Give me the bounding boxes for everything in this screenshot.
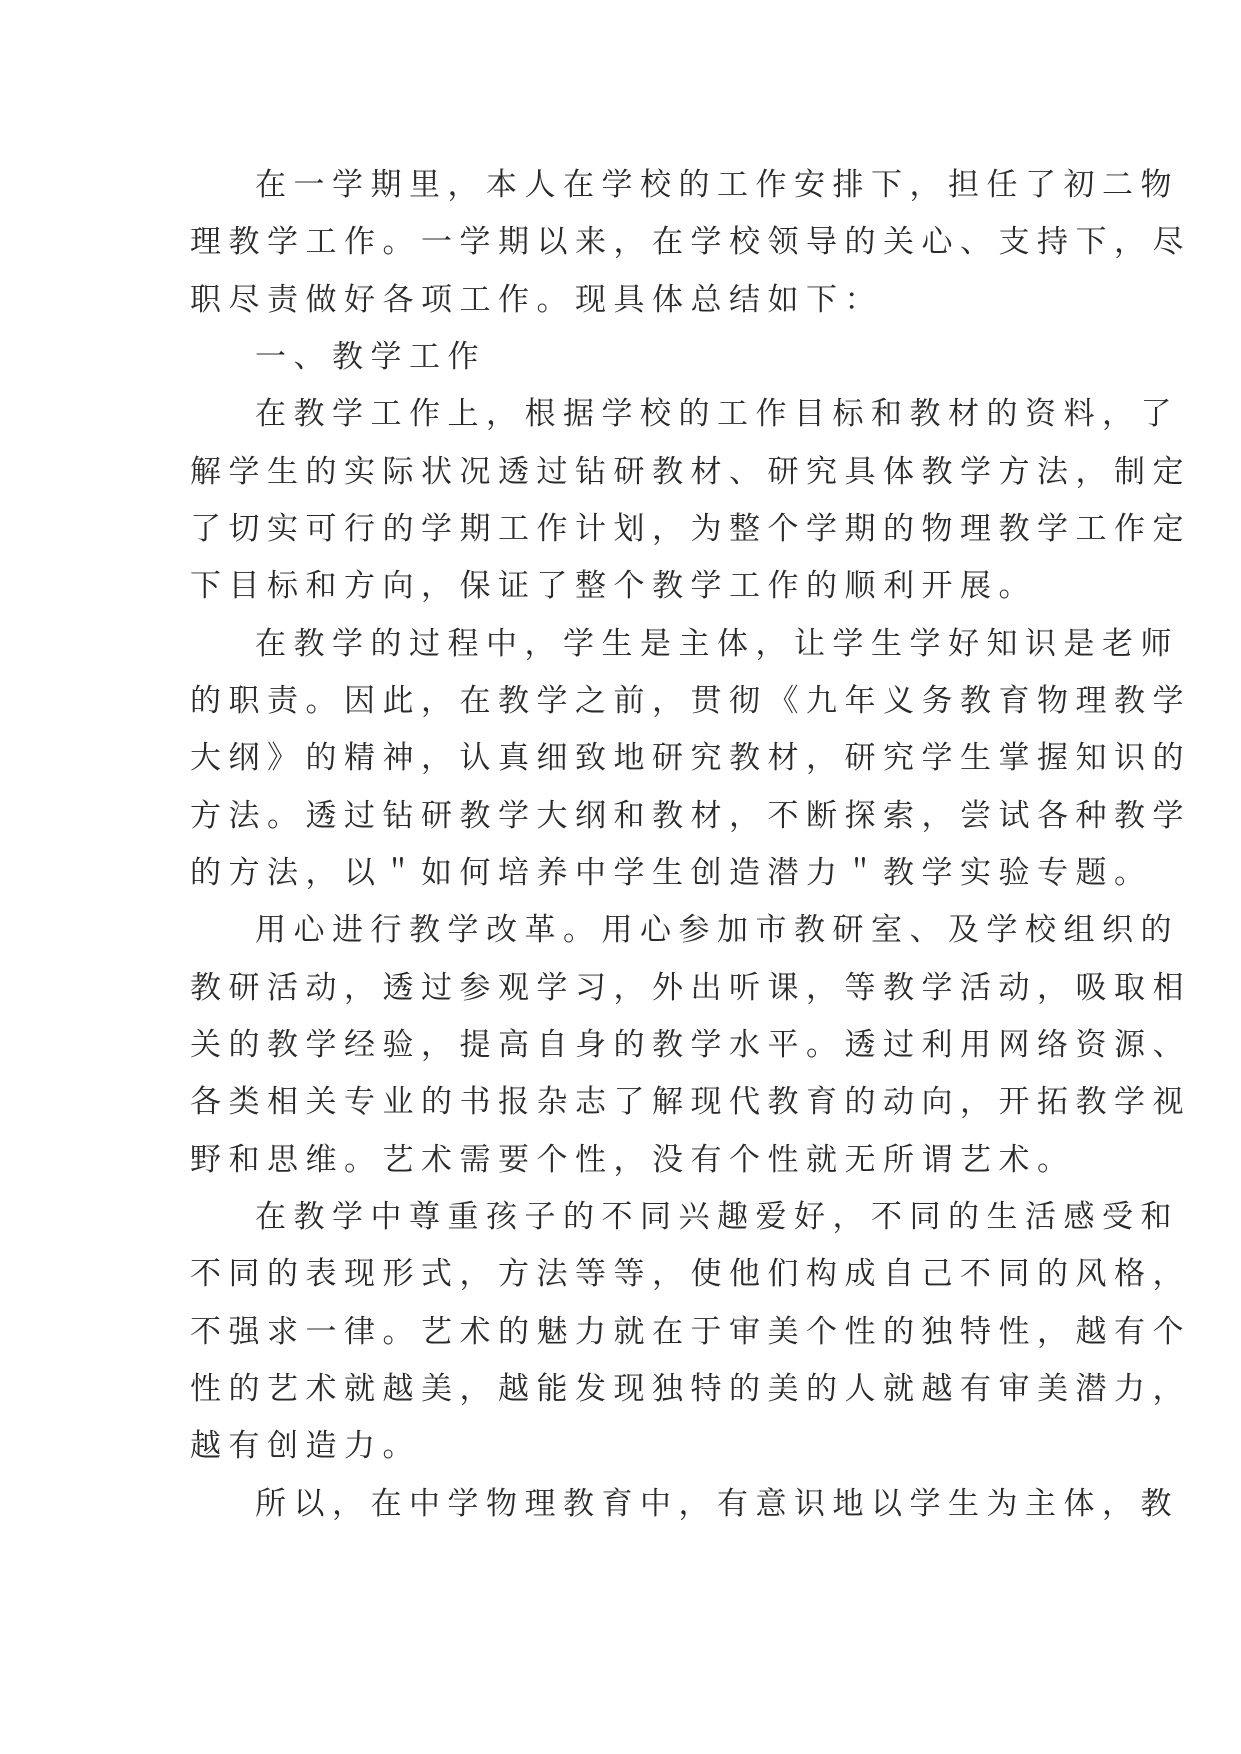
section-heading: 一、教学工作	[255, 339, 486, 375]
text-line: 不强求一律。艺术的魅力就在于审美个性的独特性，越有个	[190, 1314, 1191, 1350]
text-line: 在一学期里，本人在学校的工作安排下，担任了初二物	[255, 167, 1179, 203]
text-line: 解学生的实际状况透过钻研教材、研究具体教学方法，制定	[190, 454, 1191, 490]
text-line: 在教学工作上，根据学校的工作目标和教材的资料，了	[255, 396, 1179, 432]
text-line: 下目标和方向，保证了整个教学工作的顺利开展。	[190, 568, 1037, 604]
text-line: 野和思维。艺术需要个性，没有个性就无所谓艺术。	[190, 1142, 1076, 1178]
text-line: 用心进行教学改革。用心参加市教研室、及学校组织的	[255, 912, 1179, 948]
text-line: 各类相关专业的书报杂志了解现代教育的动向，开拓教学视	[190, 1084, 1191, 1120]
text-line: 了切实可行的学期工作计划，为整个学期的物理教学工作定	[190, 511, 1191, 547]
text-line: 越有创造力。	[190, 1428, 421, 1464]
text-line: 不同的表现形式，方法等等，使他们构成自己不同的风格，	[190, 1256, 1191, 1292]
text-line: 关的教学经验，提高自身的教学水平。透过利用网络资源、	[190, 1027, 1191, 1063]
text-line: 理教学工作。一学期以来，在学校领导的关心、支持下，尽	[190, 224, 1191, 260]
text-line: 在教学的过程中，学生是主体，让学生学好知识是老师	[255, 626, 1179, 662]
text-line: 的方法，以＂如何培养中学生创造潜力＂教学实验专题。	[190, 855, 1153, 891]
text-line: 教研活动，透过参观学习，外出听课，等教学活动，吸取相	[190, 970, 1191, 1006]
text-line: 大纲》的精神，认真细致地研究教材，研究学生掌握知识的	[190, 740, 1191, 776]
text-line: 职尽责做好各项工作。现具体总结如下：	[190, 282, 883, 318]
text-line: 在教学中尊重孩子的不同兴趣爱好，不同的生活感受和	[255, 1199, 1179, 1235]
text-line: 的职责。因此，在教学之前，贯彻《九年义务教育物理教学	[190, 683, 1191, 719]
text-line: 所以，在中学物理教育中，有意识地以学生为主体，教	[255, 1486, 1179, 1522]
text-line: 性的艺术就越美，越能发现独特的美的人就越有审美潜力，	[190, 1371, 1191, 1407]
text-line: 方法。透过钻研教学大纲和教材，不断探索，尝试各种教学	[190, 798, 1191, 834]
